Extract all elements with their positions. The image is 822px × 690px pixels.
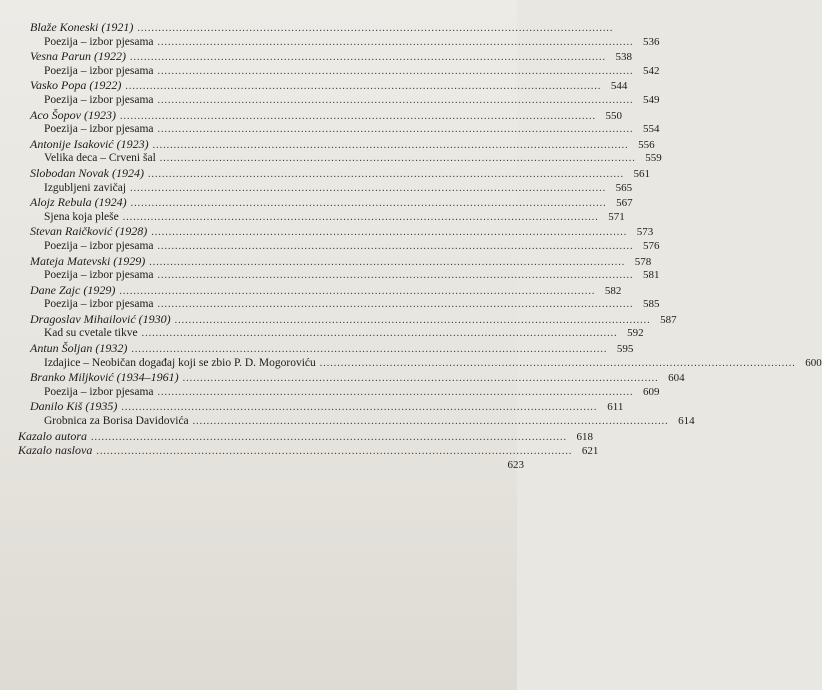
entry-title: Poezija – izbor pjesama: [44, 35, 154, 48]
toc-author-entry: [18, 136, 655, 152]
toc-author-entry: [18, 224, 654, 239]
toc-author-entry: [18, 370, 685, 385]
dot-leader: ........................................................................................................................................: [152, 139, 629, 151]
toc-work-entry: [18, 414, 695, 429]
dot-leader: ........................................................................................................................................: [157, 299, 634, 311]
entry-title: Stevan Raičković (1928): [30, 224, 148, 239]
page-number: 536: [643, 35, 660, 48]
toc-work-entry: [18, 151, 662, 166]
toc-index-entry: [18, 458, 524, 473]
toc-index-entry: [18, 428, 594, 444]
entry-title: Poezija – izbor pjesama: [44, 123, 154, 136]
page-number: 550: [605, 109, 622, 122]
dot-leader: ........................................................................................................................................: [130, 198, 607, 210]
dot-leader: ........................................................................................................................................: [130, 182, 607, 194]
toc-author-entry: [18, 311, 677, 327]
page-number: 571: [608, 210, 625, 223]
entry-title: Grobnica za Borisa Davidovića: [44, 415, 189, 428]
entry-title: Vasko Popa (1922): [30, 78, 122, 93]
entry-title: Poezija – izbor pjesama: [44, 64, 154, 77]
page-number: 549: [643, 93, 660, 106]
dot-leader: ........................................................................................................................................: [147, 168, 624, 180]
toc-work-entry: [18, 64, 660, 79]
dot-leader: ........................................................................................................................................: [149, 256, 626, 268]
toc-work-entry: [18, 297, 660, 312]
entry-title: Sjena koja pleše: [44, 210, 119, 223]
page-number: 611: [607, 401, 624, 414]
page-number: 544: [610, 80, 628, 93]
toc-author-entry: [18, 253, 652, 269]
entry-title: Antonije Isaković (1923): [30, 136, 149, 151]
entry-title: Poezija – izbor pjesama: [44, 239, 154, 252]
toc-work-entry: [18, 268, 660, 283]
entry-title: Dragoslav Mihailović (1930): [30, 311, 171, 326]
page-number: 565: [615, 181, 633, 194]
entry-title: Dane Zajc (1929): [30, 282, 116, 297]
page-number: 585: [643, 298, 660, 311]
toc-work-entry: [18, 385, 660, 400]
page-number: 609: [643, 385, 660, 398]
toc-work-entry: [18, 210, 625, 225]
page-number: 561: [633, 167, 650, 180]
entry-title: Poezija – izbor pjesama: [44, 385, 154, 398]
page-number: 582: [604, 284, 622, 297]
page-number: 595: [616, 343, 634, 356]
page-number: 567: [616, 197, 633, 210]
toc-author-entry: [18, 165, 650, 181]
entry-title: Poezija – izbor pjesama: [44, 269, 154, 282]
toc-author-entry: [18, 78, 628, 93]
page-number: 556: [638, 138, 655, 151]
toc-author-entry: [18, 282, 622, 298]
dot-leader: ........................................................................................................................................: [125, 81, 602, 93]
toc-author-entry: [18, 49, 632, 64]
dot-leader: ........................................................................................................................................: [157, 270, 634, 282]
entry-title: Mateja Matevski (1929): [30, 253, 146, 268]
table-of-contents: [18, 20, 822, 472]
entry-title: Kad su cvetale tikve: [44, 327, 138, 340]
dot-leader: ........................................................................................................................................: [121, 402, 598, 414]
dot-leader: ........................................................................................................................................: [157, 240, 634, 252]
dot-leader: ........................................................................................................................................: [119, 110, 596, 122]
entry-title: Antun Šoljan (1932): [30, 341, 128, 356]
entry-title: Vesna Parun (1922): [30, 49, 126, 64]
dot-leader: ........................................................................................................................................: [319, 357, 796, 369]
dot-leader: ........................................................................................................................................: [151, 227, 628, 239]
toc-author-entry: [18, 195, 633, 210]
page-number: 559: [645, 152, 662, 165]
entry-title: Branko Miljković (1934–1961): [30, 370, 179, 385]
page-number: 578: [634, 255, 652, 268]
dot-leader: ........................................................................................................................................: [130, 52, 606, 64]
dot-leader: ........................................................................................................................................: [182, 373, 659, 385]
toc-work-entry: [18, 356, 822, 371]
page-number: 538: [615, 51, 632, 64]
page-number: 618: [576, 430, 594, 443]
page-number: 592: [627, 327, 644, 340]
dot-leader: ........................................................................................................................................: [157, 94, 634, 106]
page-number: 542: [643, 64, 660, 77]
toc-work-entry: [18, 122, 660, 137]
toc-author-entry: [18, 107, 622, 123]
dot-leader: ........................................................................................................................................: [157, 386, 634, 398]
toc-work-entry: [18, 181, 633, 196]
toc-work-entry: [18, 326, 644, 341]
toc-work-entry: [18, 35, 660, 50]
dot-leader: ........................................................................................................................................: [141, 328, 618, 340]
page-number: 576: [643, 239, 660, 252]
toc-author-entry: [18, 341, 634, 356]
dot-leader: ........................................................................................................................................: [91, 431, 568, 443]
dot-leader: ........................................................................................................................................: [157, 124, 634, 136]
page-number: 581: [643, 269, 660, 282]
page-number: 587: [660, 313, 677, 326]
page-number: 614: [678, 415, 695, 428]
entry-title: Aco Šopov (1923): [30, 107, 116, 122]
page-number: 573: [636, 226, 654, 239]
dot-leader: ........................................................................................................................................: [131, 344, 608, 356]
entry-title: Izgubljeni zavičaj: [44, 181, 127, 194]
entry-title: Kazalo naslova: [18, 443, 93, 458]
dot-leader: ........................................................................................................................................: [137, 23, 614, 34]
entry-title: Poezija – izbor pjesama: [44, 93, 154, 106]
dot-leader: ........................................................................................................................................: [192, 416, 669, 428]
entry-title: Blaže Koneski (1921): [30, 20, 134, 34]
entry-title: Danilo Kiš (1935): [30, 399, 118, 414]
page-number: 623: [507, 458, 524, 471]
dot-leader: ........................................................................................................................................: [157, 65, 634, 77]
page-number: 621: [581, 445, 599, 458]
entry-title: Velika deca – Crveni šal: [44, 152, 156, 165]
page-number: 600: [805, 356, 822, 369]
entry-title: Slobodan Novak (1924): [30, 165, 144, 180]
page-number: 554: [643, 123, 660, 136]
toc-work-entry: [18, 239, 660, 254]
entry-title: Poezija – izbor pjesama: [44, 298, 154, 311]
dot-leader: ........................................................................................................................................: [122, 211, 599, 223]
toc-index-entry: [18, 443, 599, 458]
dot-leader: ........................................................................................................................................: [174, 314, 651, 326]
dot-leader: ........................................................................................................................................: [157, 36, 634, 48]
page-number: 604: [668, 372, 685, 385]
dot-leader: ........................................................................................................................................: [119, 285, 596, 297]
toc-author-entry: [18, 399, 624, 414]
entry-title: Izdajice – Neobičan događaj koji se zbio P. D. Mogoroviću: [44, 356, 316, 369]
entry-title: Kazalo autora: [18, 428, 88, 443]
dot-leader: ........................................................................................................................................: [159, 153, 636, 165]
toc-work-entry: [18, 93, 660, 108]
entry-title: Alojz Rebula (1924): [30, 195, 127, 210]
toc-author-entry: [18, 20, 614, 35]
dot-leader: ........................................................................................................................................: [96, 446, 573, 458]
